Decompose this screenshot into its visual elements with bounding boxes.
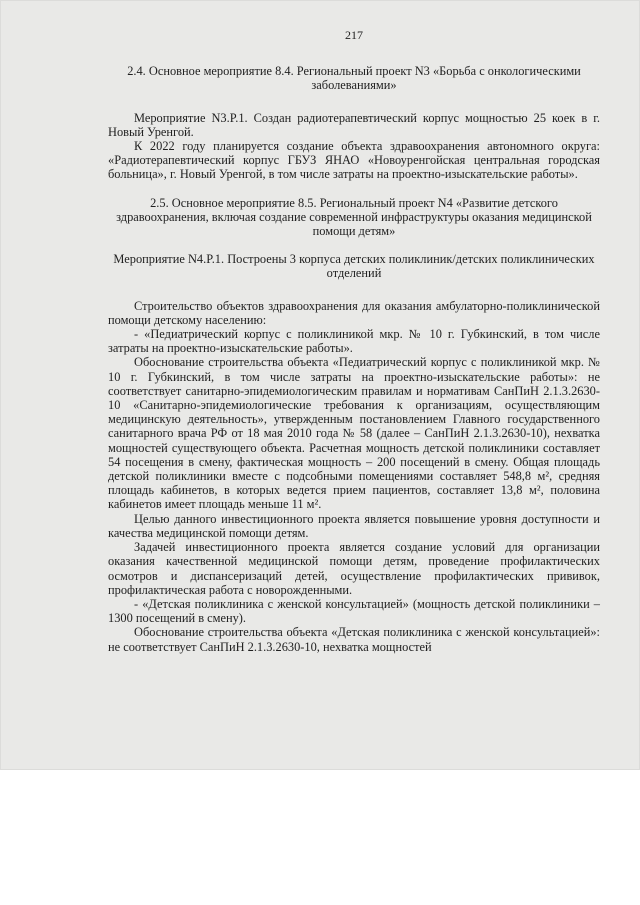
paragraph: Строительство объектов здравоохранения для оказания амбулаторно-поликлинической помощи детскому населению: [108,298,600,327]
page-number: 217 [345,28,363,42]
paragraph: Целью данного инвестиционного проекта является повышение уровня доступности и качества медицинской помощи детям. [108,511,600,540]
paragraph: - «Педиатрический корпус с поликлиникой мкр. № 10 г. Губкинский, в том числе затраты на проектно-изыскательские работы». [108,327,600,356]
paragraph: Обоснование строительства объекта «Детская поликлиника с женской консультацией»: не соответствует СанПиН 2.1.3.2630-10, нехватка мощностей [108,625,600,654]
measure-n3-p1: Мероприятие N3.P.1. Создан радиотерапевтический корпус мощностью 25 коек в г. Новый Уренгой. [108,110,600,139]
paragraph-n3-description: К 2022 году планируется создание объекта здравоохранения автономного округа: «Радиотерапевтический корпус ГБУЗ ЯНАО «Новоуренгойская центральная городская больница», г. Новый Уренгой, в том числе затраты на проектно-изыскательские работы». [108,139,600,182]
section-heading-2-4: 2.4. Основное мероприятие 8.4. Региональный проект N3 «Борьба с онкологическими заболеваниями» [127,64,581,93]
section-heading-2-5: 2.5. Основное мероприятие 8.5. Региональный проект N4 «Развитие детского здравоохранения, включая создание современной инфраструктуры оказания медицинской помощи детям» [116,195,592,239]
measure-n4-p1: Мероприятие N4.P.1. Построены 3 корпуса детских поликлиник/детских поликлинических отделений [113,252,595,281]
paragraph: Обоснование строительства объекта «Педиатрический корпус с поликлиникой мкр. № 10 г. Губкинский, в том числе затраты на проектно-изыскательские работы»: не соответствует санитарно-эпидемиологическим правилам и нормативам СанПиН 2.1.3.2630-10 «Санитарно-эпидемиологические требования к организациям, осуществляющим медицинскую деятельность», утвержденным постановлением Главного государственного санитарного врача РФ от 18 мая 2010 года № 58 (далее – СанПиН 2.1.3.2630-10), нехватка мощностей существующего объекта. Расчетная мощность детской поликлиники составляет 54 посещения в смену, фактическая мощность – 200 посещений в смену. Общая площадь детской поликлиники вместе с подсобными помещениями составляет 548,8 м², средняя площадь кабинетов, в которых ведется прием пациентов, составляет 13,8 м², половина кабинетов имеет площадь меньше 11 м². [108,355,600,512]
paragraph: Задачей инвестиционного проекта является создание условий для организации оказания качественной медицинской помощи детям, проведение профилактических осмотров и диспансеризаций детей, осуществление профилактических прививок, профилактическая работа с новорожденными. [108,540,600,597]
paragraph: - «Детская поликлиника с женской консультацией» (мощность детской поликлиники – 1300 посещений в смену). [108,596,600,626]
page-content [108,28,600,654]
